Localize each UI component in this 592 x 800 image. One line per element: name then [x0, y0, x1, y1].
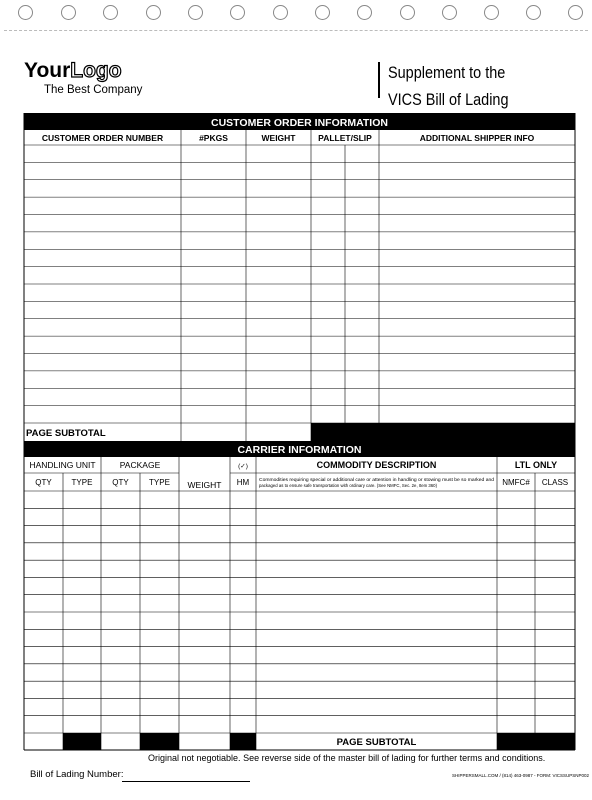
- col-hm: HM: [236, 478, 250, 487]
- col-pallet-slip: PALLET/SLIP: [318, 133, 372, 143]
- col-carrier-weight: WEIGHT: [187, 480, 222, 490]
- col-customer-order-number: CUSTOMER ORDER NUMBER: [41, 133, 164, 143]
- col-package-qty: QTY: [112, 478, 129, 487]
- col-handling-unit: HANDLING UNIT: [29, 460, 96, 470]
- document-title-line-2: VICS Bill of Lading: [388, 90, 509, 109]
- col-pkgs: #PKGS: [199, 133, 228, 143]
- carrier-banner-text: CARRIER INFORMATION: [237, 444, 362, 456]
- bol-number-label: Bill of Lading Number:: [30, 769, 124, 780]
- col-ltl-only: LTL ONLY: [514, 460, 558, 470]
- col-commodity-description: COMMODITY DESCRIPTION: [316, 460, 437, 470]
- subtotal-blackout: [230, 733, 256, 750]
- subtotal-blackout: [63, 733, 101, 750]
- form-identifier: SHIPPERSMALL.COM / (814) 463-0987 - FORM: VICSSUPSNP002: [452, 773, 590, 778]
- subtotal-blackout: [497, 733, 575, 750]
- subtotal-blackout: [140, 733, 179, 750]
- col-handling-type: TYPE: [71, 478, 93, 487]
- bol-number-field[interactable]: [122, 781, 250, 782]
- col-hm-check: (✓): [238, 463, 248, 470]
- customer-order-banner-text: CUSTOMER ORDER INFORMATION: [211, 117, 388, 129]
- commodity-note-1: Commodities requiring special or additional care or attention in handling or stowing must be so marked and: [259, 477, 495, 482]
- col-package-type: TYPE: [149, 478, 170, 487]
- commodity-note-2: packaged as to ensure safe transportation with ordinary care. (See NMFC, Sec. 2e, Item 360): [259, 483, 438, 488]
- carrier-page-subtotal-label: PAGE SUBTOTAL: [336, 737, 417, 748]
- col-class: CLASS: [541, 478, 569, 487]
- page-subtotal-label: PAGE SUBTOTAL: [26, 428, 106, 439]
- col-nmfc: NMFC#: [502, 478, 530, 487]
- document-title-line-1: Supplement to the: [388, 63, 506, 82]
- col-package: PACKAGE: [119, 460, 161, 470]
- col-additional-shipper-info: ADDITIONAL SHIPPER INFO: [419, 133, 535, 143]
- col-handling-qty: QTY: [35, 478, 52, 487]
- subtotal-blackout: [311, 423, 575, 441]
- logo-primary: Your: [24, 59, 71, 82]
- terms-notice: Original not negotiable. See reverse side of the master bill of lading for further terms and conditions.: [148, 753, 546, 763]
- company-tagline: The Best Company: [44, 84, 143, 96]
- logo-secondary: Logo: [70, 59, 122, 82]
- col-weight: WEIGHT: [261, 133, 296, 143]
